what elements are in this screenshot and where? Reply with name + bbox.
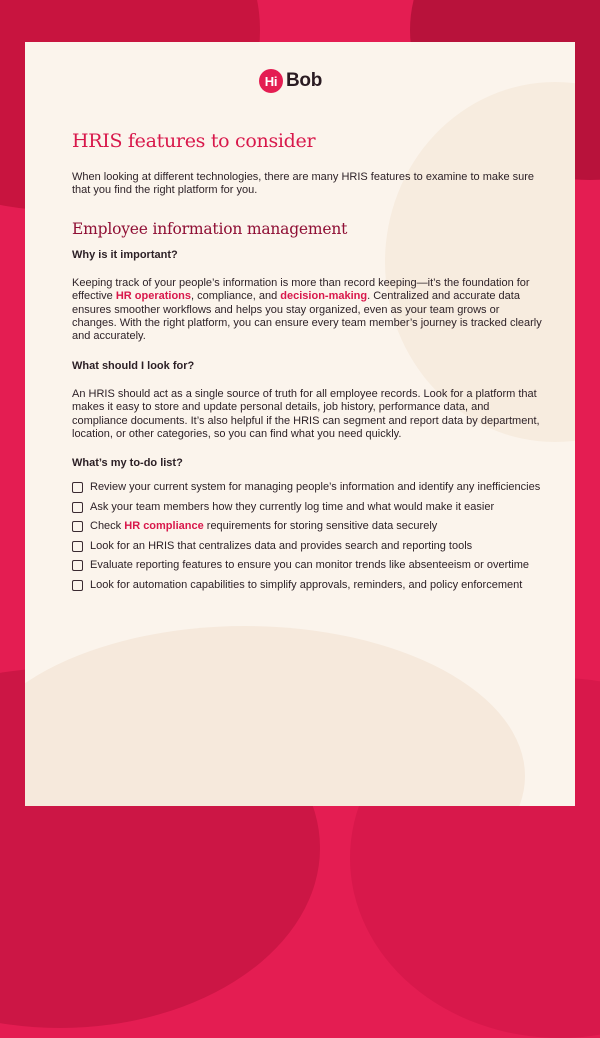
intro-paragraph: When looking at different technologies, there are many HRIS features to examine to make sure that you find the right platform for you. — [72, 171, 535, 197]
todo-text: Look for automation capabilities to simplify approvals, reminders, and policy enforcement — [90, 578, 523, 591]
section-heading: Employee information management — [72, 219, 348, 238]
todo-item — [72, 540, 542, 553]
logo-mark: Hi — [259, 69, 283, 93]
checkbox[interactable] — [72, 521, 83, 532]
why-text-2: , compliance, and — [191, 290, 281, 303]
document-page — [25, 42, 575, 806]
why-text-1: Keeping track of your people’s information is more than record keeping—it’s the foundation for effective — [72, 276, 530, 303]
checkbox[interactable] — [72, 482, 83, 493]
todo-text: Review your current system for managing people’s information and identify any inefficiencies — [90, 481, 541, 494]
todo-item — [72, 559, 542, 572]
logo-name: Bob — [286, 70, 323, 91]
todo-text-pre: Check — [90, 520, 125, 533]
page-title: HRIS features to consider — [72, 130, 316, 152]
decision-making-link[interactable]: decision-making — [280, 290, 368, 303]
todo-text: Look for an HRIS that centralizes data and provides search and reporting tools — [90, 539, 473, 552]
checkbox[interactable] — [72, 541, 83, 552]
todo-item — [72, 579, 542, 592]
why-text-3: . Centralized and accurate data ensures smoother workflows and helps you stay organized, even as your team grows or changes. With the right platform, you can ensure every team member’s journey is tracked clearly and accurately. — [72, 290, 542, 343]
page-background-shape — [25, 626, 525, 806]
why-paragraph — [72, 277, 542, 344]
todo-text: Evaluate reporting features to ensure you can monitor trends like absenteeism or overtime — [90, 559, 530, 572]
hr-compliance-link[interactable]: HR compliance — [124, 520, 204, 533]
why-label: Why is it important? — [72, 248, 178, 261]
checkbox[interactable] — [72, 560, 83, 571]
todo-text — [90, 520, 437, 533]
checkbox[interactable] — [72, 502, 83, 513]
look-for-paragraph: An HRIS should act as a single source of truth for all employee records. Look for a platform that makes it easy to store and update personal details, job history, performance data, and compliance documents. It’s also helpful if the HRIS can segment and report data by department, location, or other categories, so you can find what you need quickly. — [72, 387, 540, 441]
todo-label: What’s my to-do list? — [72, 457, 183, 470]
main-content — [72, 130, 542, 598]
hr-operations-link[interactable]: HR operations — [115, 290, 192, 303]
checkbox[interactable] — [72, 580, 83, 591]
todo-item — [72, 481, 542, 494]
hibob-logo — [259, 69, 322, 93]
look-for-label: What should I look for? — [72, 359, 195, 372]
todo-list — [72, 481, 542, 591]
todo-item — [72, 501, 542, 514]
todo-item — [72, 520, 542, 533]
todo-text-post: requirements for storing sensitive data securely — [203, 520, 438, 533]
todo-text: Ask your team members how they currently log time and what would make it easier — [90, 500, 495, 513]
